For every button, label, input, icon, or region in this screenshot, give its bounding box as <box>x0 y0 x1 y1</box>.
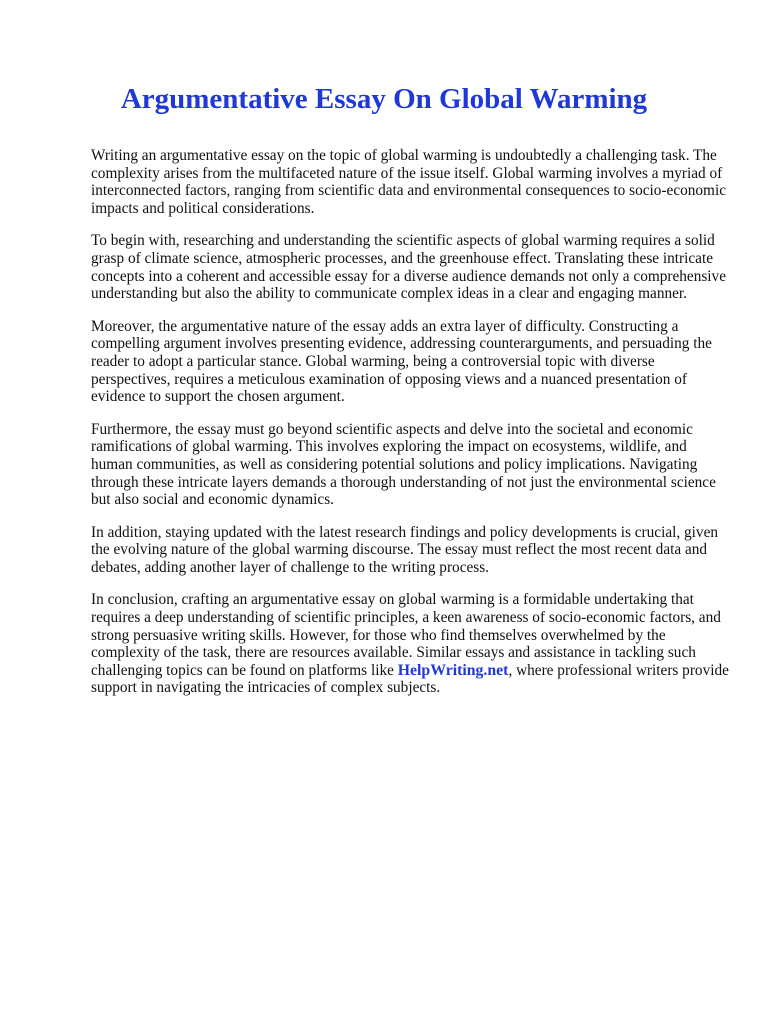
conclusion-text-before-link: In conclusion, crafting an argumentative essay on global warming is a formidable undertaking that requires a deep understanding of scientific principles, a keen awareness of socio-economic factors, and strong persuasive writing skills. However, for those who find themselves overwhelmed by the complexity of the task, there are resources available. Similar essays and assistance in tackling such challenging topics can be found on platforms like <box>91 591 721 679</box>
paragraph-updates: In addition, staying updated with the latest research findings and policy developments is crucial, given the evolving nature of the global warming discourse. The essay must reflect the most recent data and debates, adding another layer of challenge to the writing process. <box>91 523 719 576</box>
helpwriting-link[interactable]: HelpWriting.net <box>397 661 509 679</box>
paragraph-research: To begin with, researching and understanding the scientific aspects of global warming requires a solid grasp of climate science, atmospheric processes, and the greenhouse effect. Translating these intricate concepts into a coherent and accessible essay for a diverse audience demands not only a comprehensive understanding but also the ability to communicate complex ideas in a clear and engaging manner. <box>91 232 726 303</box>
document-title: Argumentative Essay On Global Warming <box>120 83 648 115</box>
paragraph-argument: Moreover, the argumentative nature of the essay adds an extra layer of difficulty. Constructing a compelling argument involves presenting evidence, addressing counterarguments, and persuading the reader to adopt a particular stance. Global warming, being a controversial topic with diverse perspectives, requires a meticulous examination of opposing views and a nuanced presentation of evidence to support the chosen argument. <box>91 317 712 406</box>
paragraph-societal: Furthermore, the essay must go beyond scientific aspects and delve into the societal and economic ramifications of global warming. This involves exploring the impact on ecosystems, wildlife, and human communities, as well as considering potential solutions and policy implications. Navigating through these intricate layers demands a thorough understanding of not just the environmental science but also social and economic dynamics. <box>91 420 716 509</box>
essay-body <box>91 147 731 712</box>
conclusion-text-after-link: , where professional writers provide support in navigating the intricacies of complex subjects. <box>91 661 729 697</box>
paragraph-intro: Writing an argumentative essay on the topic of global warming is undoubtedly a challenging task. The complexity arises from the multifaceted nature of the issue itself. Global warming involves a myriad of interconnected factors, ranging from scientific data and environmental consequences to socio-economic impacts and political considerations. <box>91 147 726 217</box>
paragraph-conclusion <box>91 591 731 697</box>
